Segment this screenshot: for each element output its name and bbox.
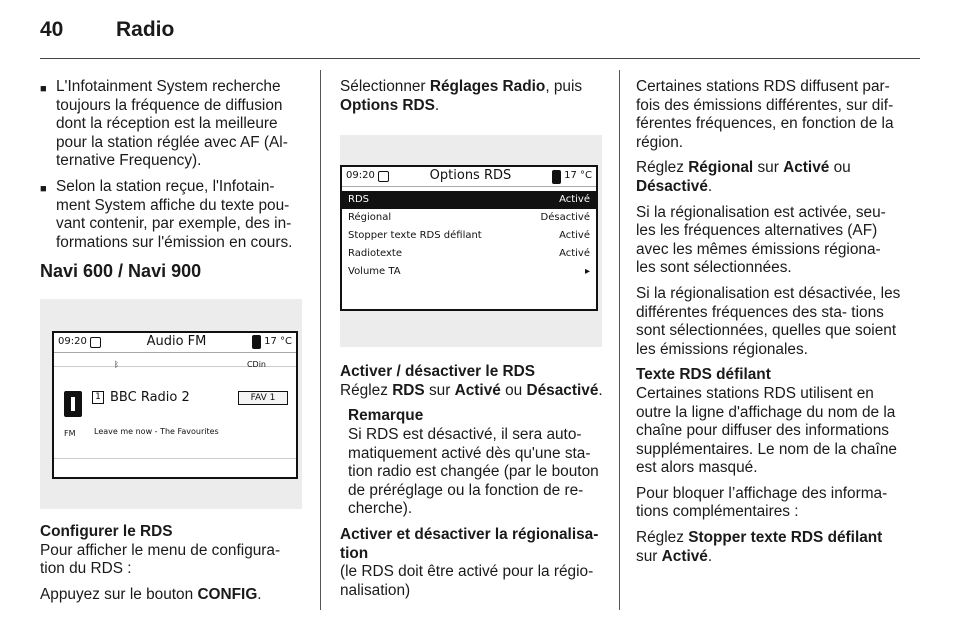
display-body — [54, 367, 296, 459]
paragraph: Appuyez sur le bouton CONFIG. — [40, 585, 262, 603]
bullet-item: ■ L'Infotainment System recherche toujours la fréquence de diffusion dont la réception est la meilleure pour la station réglée avec AF (Al- ternative Frequency). — [40, 78, 288, 170]
section-heading: Navi 600 / Navi 900 — [40, 261, 202, 282]
display-title: Options RDS — [429, 168, 512, 184]
rds-options-display — [340, 165, 598, 311]
column-divider-2 — [619, 70, 620, 610]
rds-screen-illustration — [340, 135, 602, 347]
column-1 — [40, 78, 302, 611]
chevron-right-icon: ▸ — [584, 265, 590, 277]
note-title: Remarque — [348, 407, 424, 425]
audio-fm-display — [52, 331, 298, 479]
paragraph: Si la régionalisation est activée, seu- les les fréquences alternatives (AF) avec les mêmes émissions régiona- les sont sélectionnées. — [636, 203, 886, 277]
thermometer-icon — [552, 170, 561, 184]
column-3 — [636, 78, 902, 573]
rds-row: Radiotexte Activé — [348, 247, 590, 259]
bullet-square-icon: ■ — [40, 83, 47, 95]
display-status-bar: 09:20 Audio FM 17 °C — [54, 333, 296, 353]
display-status-bar: 09:20 Options RDS 17 °C — [342, 167, 596, 187]
page-title: Radio — [116, 18, 175, 41]
rds-row-selected: RDS Activé — [342, 191, 596, 209]
band-label: FM — [64, 428, 76, 438]
rds-row: Stopper texte RDS défilant Activé — [348, 229, 590, 241]
fav-button: FAV 1 — [238, 391, 288, 405]
paragraph: Certaines stations RDS utilisent en outre la ligne d'affichage du nom de la chaîne pour diffuser des informations supplémentaires. Le nom de la chaîne est alors masqué. — [636, 384, 897, 477]
page-number: 40 — [40, 18, 64, 41]
paragraph: Réglez Régional sur Activé ou Désactivé. — [636, 159, 851, 195]
source-label: CDin — [246, 359, 266, 369]
column-divider-1 — [320, 70, 321, 610]
station-name: BBC Radio 2 — [110, 389, 190, 405]
preset-number: 1 — [92, 391, 104, 404]
antenna-icon — [64, 391, 82, 417]
paragraph: Réglez RDS sur Activé ou Désactivé. — [340, 381, 603, 399]
paragraph: (le RDS doit être activé pour la régio- nalisation) — [340, 563, 594, 599]
subheading-regionalisation: Activer et désactiver la régionalisa- tion — [340, 525, 599, 562]
subheading-texte-rds: Texte RDS défilant — [636, 366, 771, 384]
clock-icon — [378, 171, 389, 182]
rds-row: Régional Désactivé — [348, 211, 590, 223]
bullet-square-icon: ■ — [40, 182, 47, 195]
track-info: Leave me now - The Favourites — [94, 426, 219, 436]
subheading-configurer: Configurer le RDS — [40, 522, 173, 540]
paragraph: Pour afficher le menu de configura- tion du RDS : — [40, 541, 281, 578]
subheading-rds: Activer / désactiver le RDS — [340, 363, 536, 381]
display-subbar — [54, 353, 296, 367]
note-block — [340, 407, 604, 519]
note-text: Si RDS est désactivé, il sera auto- matiquement activé dès qu'une sta- tion radio est changée (par le bouton de préréglage ou la fonction de re- cherche). — [348, 425, 599, 518]
paragraph: Pour bloquer l’affichage des informa- tions complémentaires : — [636, 484, 888, 521]
clock-icon — [90, 337, 101, 348]
rds-row: Volume TA ▸ — [342, 263, 596, 281]
audio-screen-illustration — [40, 299, 302, 509]
column-2 — [340, 78, 604, 607]
paragraph: Réglez Stopper texte RDS défilant sur Activé. — [636, 529, 883, 565]
thermometer-icon — [252, 335, 261, 349]
bluetooth-icon: ᛒ — [114, 359, 119, 369]
header-rule — [40, 58, 920, 59]
paragraph: Certaines stations RDS diffusent par- fois des émissions différentes, sur dif- férentes fréquences, en fonction de la région. — [636, 78, 894, 151]
bullet-item: ■ Selon la station reçue, l'Infotain- ment System affiche du texte pou- vant contenir, par exemple, des in- formations sur l'émission en cours. — [40, 177, 293, 251]
paragraph: Si la régionalisation est désactivée, les différentes fréquences des sta- tions sont sélectionnées, quelles que soient les émissions régionales. — [636, 284, 901, 358]
display-title: Audio FM — [146, 334, 207, 350]
paragraph: Sélectionner Réglages Radio, puis Options RDS. — [340, 78, 583, 114]
